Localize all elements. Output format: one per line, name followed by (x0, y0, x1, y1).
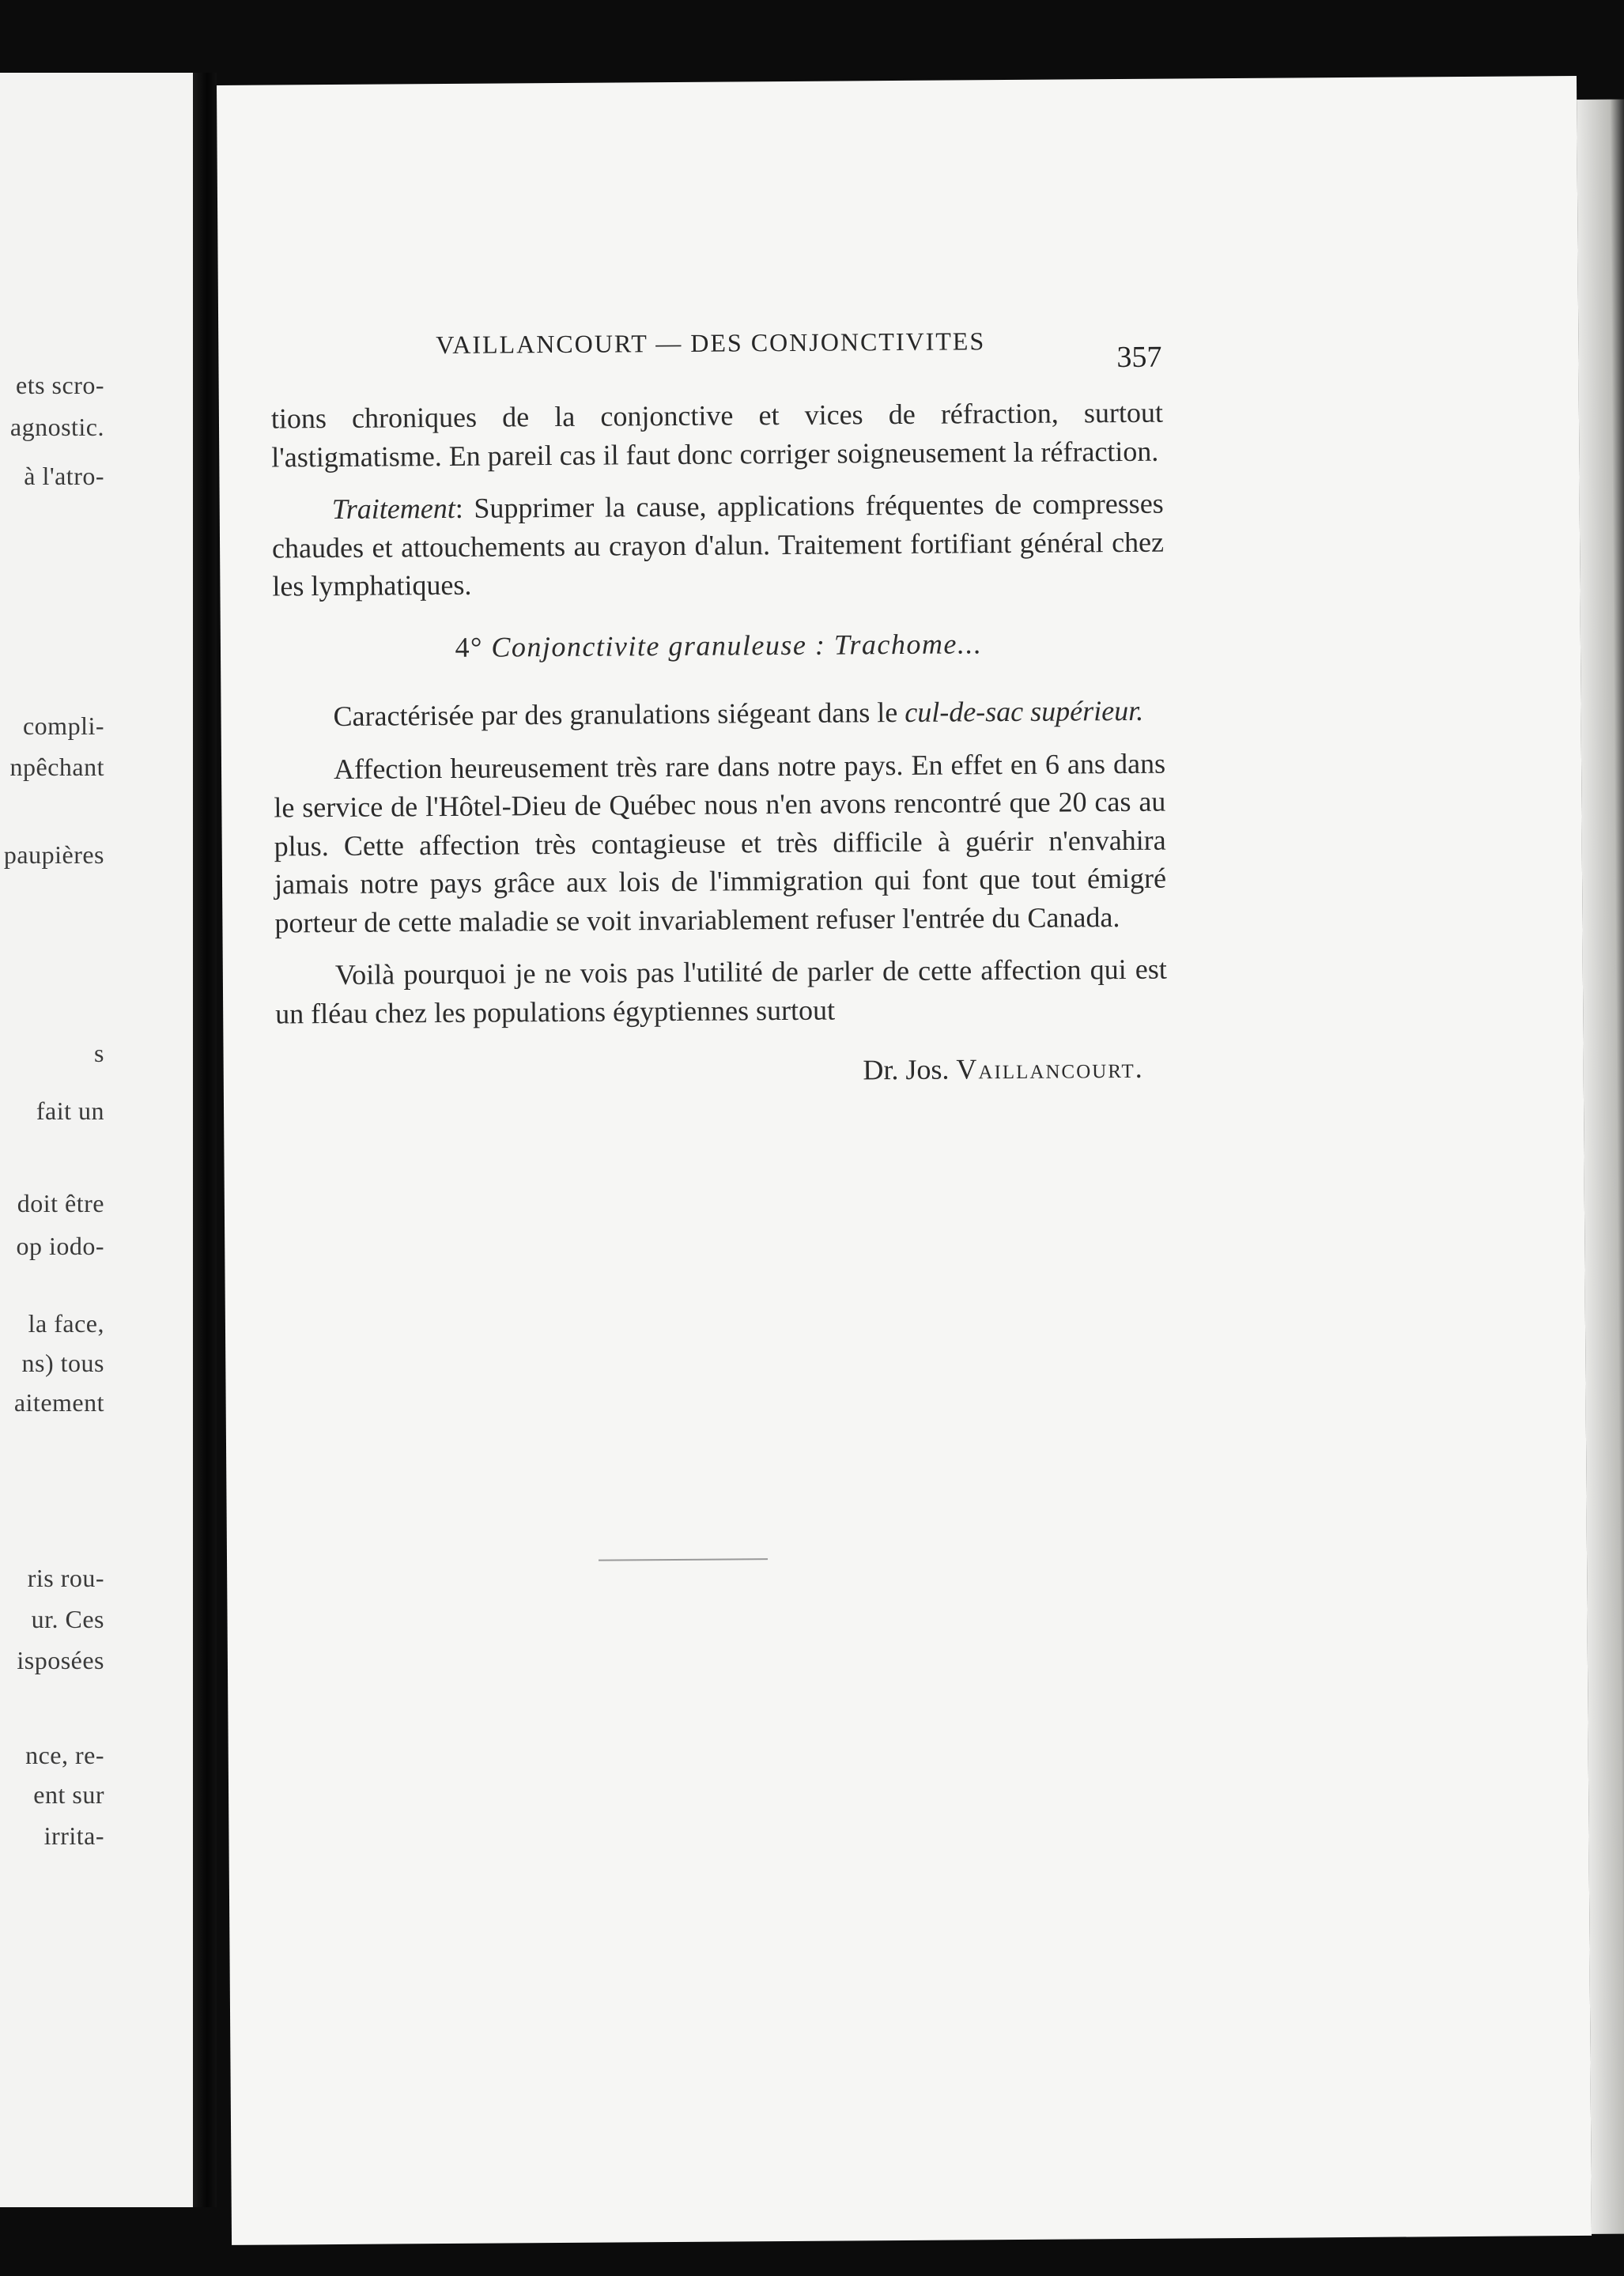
left-page-line: npêchant (9, 753, 104, 781)
left-page-line: paupières (3, 840, 104, 869)
paragraph-traitement (272, 485, 1165, 606)
left-page-line: compli- (22, 711, 104, 740)
left-page-line: nce, re- (25, 1741, 104, 1769)
signature-prefix: Dr. Jos. (863, 1053, 950, 1086)
right-page (217, 76, 1592, 2245)
left-page-line: isposées (17, 1646, 104, 1674)
left-page-line: ur. Ces (31, 1605, 104, 1633)
section-title: Conjonctivite granuleuse : Trachome... (491, 627, 983, 663)
left-page-line: s (94, 1039, 104, 1067)
left-page (0, 73, 193, 2207)
section-number: 4° (455, 631, 484, 663)
left-page-line: à l'atro- (24, 462, 104, 490)
running-head: VAILLANCOURT — DES CONJONCTIVITES (436, 326, 986, 360)
left-page-line: irrita- (43, 1821, 104, 1850)
end-rule (599, 1558, 768, 1561)
left-page-line: doit être (17, 1189, 104, 1217)
paragraph: Voilà pourquoi je ne vois pas l'utilité de parler de cette affection qui est un fléau chez les populations égyptiennes surtout (275, 953, 1167, 1030)
body-text (271, 394, 1168, 1108)
paragraph: tions chroniques de la conjonctive et vices de réfraction, surtout l'astigmatisme. En pareil cas il faut donc corriger soigneusement la réfraction. (270, 396, 1164, 474)
left-page-line: la face, (28, 1309, 104, 1338)
traitement-label: Traitement (331, 492, 455, 525)
left-page-line: aitement (13, 1388, 104, 1417)
paragraph: Affection heureusement très rare dans notre pays. En effet en 6 ans dans le service de l'Hôtel-Dieu de Québec nous n'en avons rencontré que 20 cas au plus. Cette affection très contagieuse et très difficile à guérir n'envahira jamais notre pays grâce aux lois de l'immigration qui font que tout émigré porteur de cette maladie se voit invariablement refuser l'entrée du Canada. (274, 747, 1167, 939)
left-page-line: op iodo- (16, 1232, 104, 1260)
left-page-line: agnostic. (9, 413, 104, 441)
paragraph (273, 692, 1165, 736)
left-page-line: ris rou- (27, 1564, 104, 1592)
paragraph-italic: cul-de-sac supérieur. (905, 694, 1144, 728)
left-page-line: ets scro- (15, 371, 104, 399)
book-gutter (193, 73, 217, 2207)
paragraph-text: Caractérisée par des granulations siégeant dans le (333, 696, 898, 732)
signature-name: Vaillancourt. (956, 1051, 1144, 1085)
page-edge (1577, 100, 1624, 2234)
page-number: 357 (1116, 340, 1162, 375)
left-page-line: fait un (36, 1096, 104, 1125)
section-heading (273, 623, 1165, 667)
left-page-line: ns) tous (21, 1349, 104, 1377)
traitement-text: : Supprimer la cause, applications fréquentes de compresses chaudes et attouchements au crayon d'alun. Traitement fortifiant général chez les lymphatiques. (271, 487, 1165, 602)
signature (276, 1049, 1168, 1093)
left-page-line: ent sur (33, 1780, 104, 1809)
